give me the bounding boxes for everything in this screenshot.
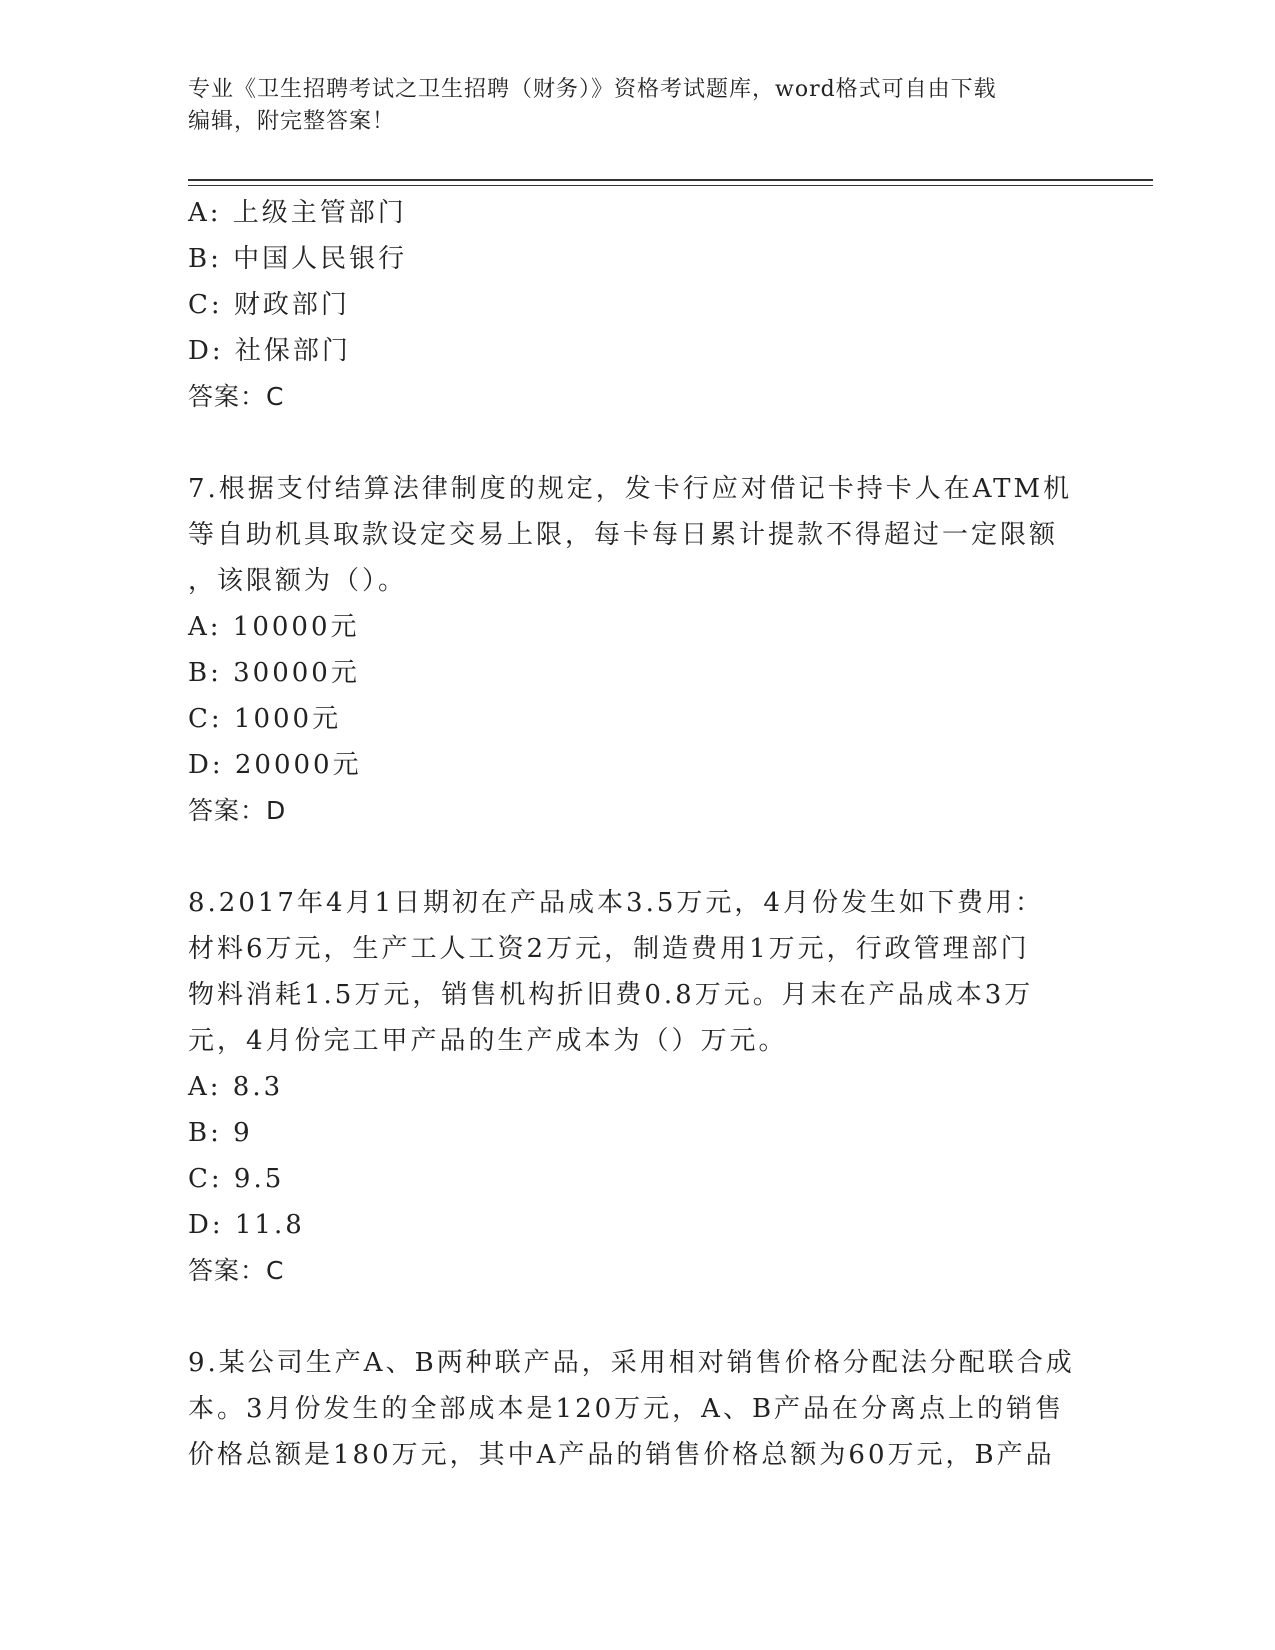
- spacer: [188, 834, 1088, 880]
- question-stem-line: 物料消耗1.5万元，销售机构折旧费0.8万元。月末在产品成本3万: [188, 980, 1034, 1010]
- spacer: [188, 420, 1088, 466]
- option-a: A: 10000元: [188, 612, 360, 642]
- question-stem-line: 7.根据支付结算法律制度的规定，发卡行应对借记卡持卡人在ATM机: [188, 474, 1073, 504]
- option-d: D: 11.8: [188, 1210, 305, 1240]
- option-c: C: 9.5: [188, 1164, 285, 1194]
- option-b: B: 中国人民银行: [188, 244, 408, 274]
- question-stem-line: 价格总额是180万元，其中A产品的销售价格总额为60万元，B产品: [188, 1440, 1055, 1470]
- header-rule-thick: [188, 179, 1153, 181]
- option-c: C: 财政部门: [188, 290, 350, 320]
- option-b: B: 30000元: [188, 658, 360, 688]
- header-title-line2: 编辑，附完整答案！: [188, 109, 396, 134]
- answer-text: 答案：C: [188, 1256, 285, 1285]
- question-stem-line: ，该限额为（）。: [188, 566, 408, 596]
- header-rule-thin: [188, 185, 1153, 186]
- question-9: [188, 1340, 1088, 1478]
- question-8: [188, 880, 1088, 1294]
- question-6: [188, 190, 1088, 420]
- option-c: C: 1000元: [188, 704, 342, 734]
- option-d: D: 20000元: [188, 750, 362, 780]
- answer-text: 答案：D: [188, 796, 287, 825]
- question-stem-line: 8.2017年4月1日期初在产品成本3.5万元，4月份发生如下费用：: [188, 888, 1044, 918]
- document-header: [188, 74, 1068, 138]
- answer-text: 答案：C: [188, 382, 285, 411]
- spacer: [188, 1294, 1088, 1340]
- option-a: A: 8.3: [188, 1072, 284, 1102]
- question-7: [188, 466, 1088, 834]
- question-stem-line: 等自助机具取款设定交易上限，每卡每日累计提款不得超过一定限额: [188, 520, 1059, 550]
- question-content: [188, 190, 1088, 1478]
- option-d: D: 社保部门: [188, 336, 351, 366]
- option-a: A: 上级主管部门: [188, 198, 407, 228]
- question-stem-line: 元，4月份完工甲产品的生产成本为（）万元。: [188, 1026, 788, 1056]
- question-stem-line: 9.某公司生产A、B两种联产品，采用相对销售价格分配法分配联合成: [188, 1348, 1075, 1378]
- option-b: B: 9: [188, 1118, 253, 1148]
- header-title-line1: 专业《卫生招聘考试之卫生招聘（财务）》资格考试题库，word格式可自由下载: [188, 77, 997, 102]
- question-stem-line: 材料6万元，生产工人工资2万元，制造费用1万元，行政管理部门: [188, 934, 1030, 964]
- question-stem-line: 本。3月份发生的全部成本是120万元，A、B产品在分离点上的销售: [188, 1394, 1065, 1424]
